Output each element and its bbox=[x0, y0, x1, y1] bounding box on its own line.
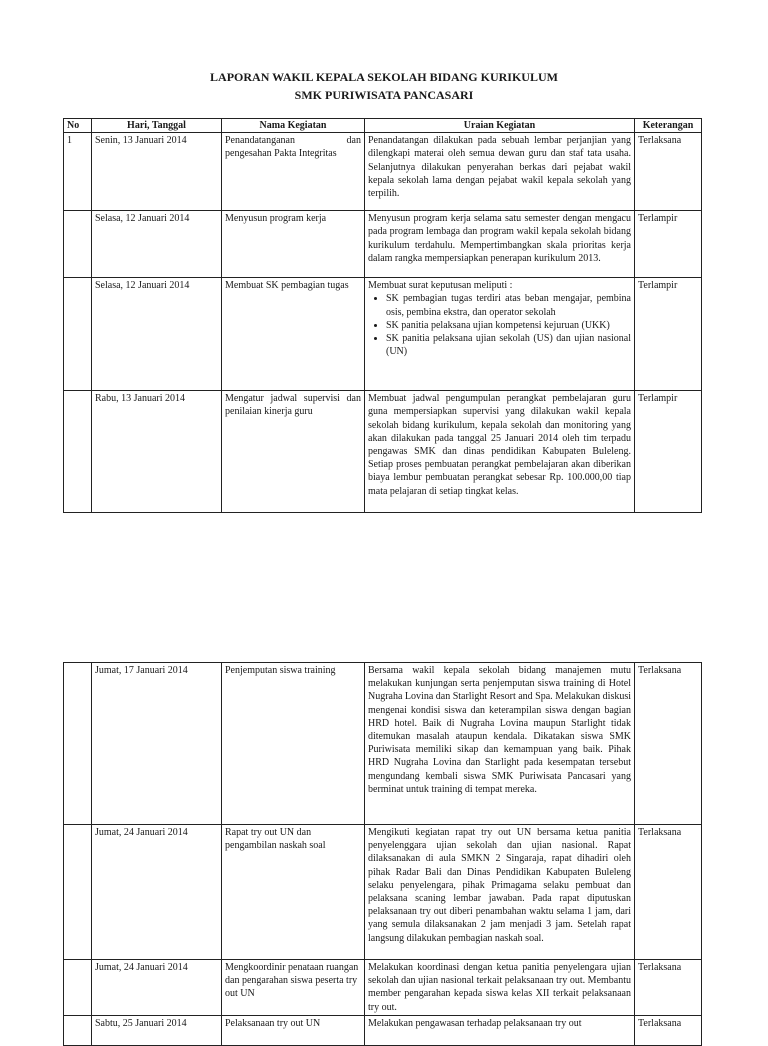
cell-activity-name: Menyusun program kerja bbox=[222, 211, 365, 278]
sk-list bbox=[368, 292, 631, 358]
cell-date: Selasa, 12 Januari 2014 bbox=[92, 211, 222, 278]
cell-no bbox=[64, 278, 92, 391]
list-item: • SK pembagian tugas terdiri atas beban mengajar, pembina osis, pembina ekstra, dan operator sekolah bbox=[386, 292, 631, 318]
description-intro: Membuat surat keputusan meliputi : bbox=[368, 280, 513, 292]
cell-description bbox=[365, 278, 635, 391]
cell-note: Terlampir bbox=[635, 211, 702, 278]
col-header-note: Keterangan bbox=[635, 119, 702, 133]
cell-description: Membuat jadwal pengumpulan perangkat pembelajaran guru guna mempersiapkan supervisi yang dilakukan wakil kepala sekolah bidang kurikulum, kepala sekolah dan monitoring yang akan dilakukan pada tanggal 25 Januari 2014 oleh tim terpadu pengawas SMK dan dinas pendidikan Kabupaten Buleleng. Setiap proses pembuatan perangkat pembelajaran akan diberikan biaya lembur pembuatan perangkat sebesar Rp. 100.000,00 tiap mata pelajaran di setiap tingkat kelas. bbox=[365, 391, 635, 513]
cell-activity-name: Rapat try out UN dan pengambilan naskah soal bbox=[222, 825, 365, 960]
cell-note: Terlaksana bbox=[635, 960, 702, 1016]
cell-no bbox=[64, 211, 92, 278]
cell-activity-name: Mengatur jadwal supervisi dan penilaian kinerja guru bbox=[222, 391, 365, 513]
table-row bbox=[64, 825, 702, 960]
cell-date: Senin, 13 Januari 2014 bbox=[92, 133, 222, 211]
cell-description: Melakukan pengawasan terhadap pelaksanaan try out bbox=[365, 1015, 635, 1045]
table-header-row bbox=[64, 119, 702, 133]
cell-note: Terlampir bbox=[635, 278, 702, 391]
table-row bbox=[64, 278, 702, 391]
cell-date: Selasa, 12 Januari 2014 bbox=[92, 278, 222, 391]
cell-activity-name: Penjemputan siswa training bbox=[222, 663, 365, 825]
table-row bbox=[64, 391, 702, 513]
cell-description: Melakukan koordinasi dengan ketua panitia penyelengara ujian sekolah dan ujian nasional terkait pelaksanaan try out. Membantu member pengarahan kepada siswa kelas XII terkait pelaksanaan try out. bbox=[365, 960, 635, 1016]
cell-date: Jumat, 24 Januari 2014 bbox=[92, 825, 222, 960]
cell-date: Jumat, 24 Januari 2014 bbox=[92, 960, 222, 1016]
cell-description: Mengikuti kegiatan rapat try out UN bersama ketua panitia penyelenggara ujian sekolah dan ujian nasional. Rapat dilaksanakan di aula SMKN 2 Singaraja, rapat dihadiri oleh pihak Radar Bali dan Dinas Pendidikan Kabupaten Buleleng selaku penyelengara, pihak Primagama selaku pembuat dan pelaksana scaning lembar jawaban. Pada rapat diputuskan pelaksanaan try out diberi penambahan waktu selama 1 jam, dari yang semula dilaksanakan 2 jam menjadi 3 jam. Setelah rapat langsung dilakukan pembagian naskah soal. bbox=[365, 825, 635, 960]
cell-note: Terlaksana bbox=[635, 1015, 702, 1045]
cell-note: Terlaksana bbox=[635, 825, 702, 960]
cell-description: Penandatangan dilakukan pada sebuah lembar perjanjian yang dilengkapi materai oleh semua dewan guru dan staf tata usaha. Selanjutnya dilakukan penyerahan berkas dari pejabat wakil kepala sekolah lama dengan pejabat wakil kepala sekolah yang terpilih. bbox=[365, 133, 635, 211]
cell-note: Terlaksana bbox=[635, 133, 702, 211]
col-header-date: Hari, Tanggal bbox=[92, 119, 222, 133]
school-name: SMK PURIWISATA PANCASARI bbox=[294, 88, 474, 102]
cell-no bbox=[64, 960, 92, 1016]
cell-activity-name: Membuat SK pembagian tugas bbox=[222, 278, 365, 391]
list-item: • SK panitia pelaksana ujian sekolah (US) dan ujian nasional (UN) bbox=[386, 332, 631, 358]
cell-note: Terlampir bbox=[635, 391, 702, 513]
report-title: LAPORAN WAKIL KEPALA SEKOLAH BIDANG KURIKULUM bbox=[210, 70, 558, 84]
cell-activity-name: Mengkoordinir penataan ruangan dan pengarahan siswa peserta try out UN bbox=[222, 960, 365, 1016]
table-row bbox=[64, 960, 702, 1016]
col-header-no: No bbox=[64, 119, 92, 133]
cell-activity-name: Pelaksanaan try out UN bbox=[222, 1015, 365, 1045]
activity-table bbox=[63, 118, 702, 513]
table-row bbox=[64, 663, 702, 825]
cell-no bbox=[64, 663, 92, 825]
table-row bbox=[64, 211, 702, 278]
cell-date: Rabu, 13 Januari 2014 bbox=[92, 391, 222, 513]
cell-description: Bersama wakil kepala sekolah bidang manajemen mutu melakukan kunjungan serta penjemputan siswa training di Hotel Nugraha Lovina dan Starlight Resort and Spa. Melakukan diskusi mengenai kondisi siswa dan keterampilan siswa dengan bagian HRD hotel. Baik di Nugraha Lovina maupun Starlight tidak ditemukan masalah ataupun kendala. Dikatakan siswa SMK Puriwisata memiliki sikap dan kemampuan yang baik. Pihak HRD Nugraha Lovina dan Starlight pada kesempatan tersebut mengundang kembali siswa SMK Puriwisata Pancasari yang berminat untuk training di tempat mereka. bbox=[365, 663, 635, 825]
cell-no bbox=[64, 1015, 92, 1045]
cell-no: 1 bbox=[64, 133, 92, 211]
cell-date: Jumat, 17 Januari 2014 bbox=[92, 663, 222, 825]
table-row bbox=[64, 1015, 702, 1045]
cell-no bbox=[64, 391, 92, 513]
col-header-activity-name: Nama Kegiatan bbox=[222, 119, 365, 133]
activity-table-continued bbox=[63, 662, 702, 1046]
col-header-description: Uraian Kegiatan bbox=[365, 119, 635, 133]
cell-activity-name: Penandatanganan dan pengesahan Pakta Integritas bbox=[222, 133, 365, 211]
cell-date: Sabtu, 25 Januari 2014 bbox=[92, 1015, 222, 1045]
cell-no bbox=[64, 825, 92, 960]
list-item: • SK panitia pelaksana ujian kompetensi kejuruan (UKK) bbox=[386, 319, 631, 332]
table-row bbox=[64, 133, 702, 211]
cell-description: Menyusun program kerja selama satu semester dengan mengacu pada program lembaga dan program wakil kepala sekolah bidang kurikulum terdahulu. Mempertimbangkan skala prioritas kerja dalam rangka mempersiapkan penerapan kurikulum 2013. bbox=[365, 211, 635, 278]
cell-note: Terlaksana bbox=[635, 663, 702, 825]
